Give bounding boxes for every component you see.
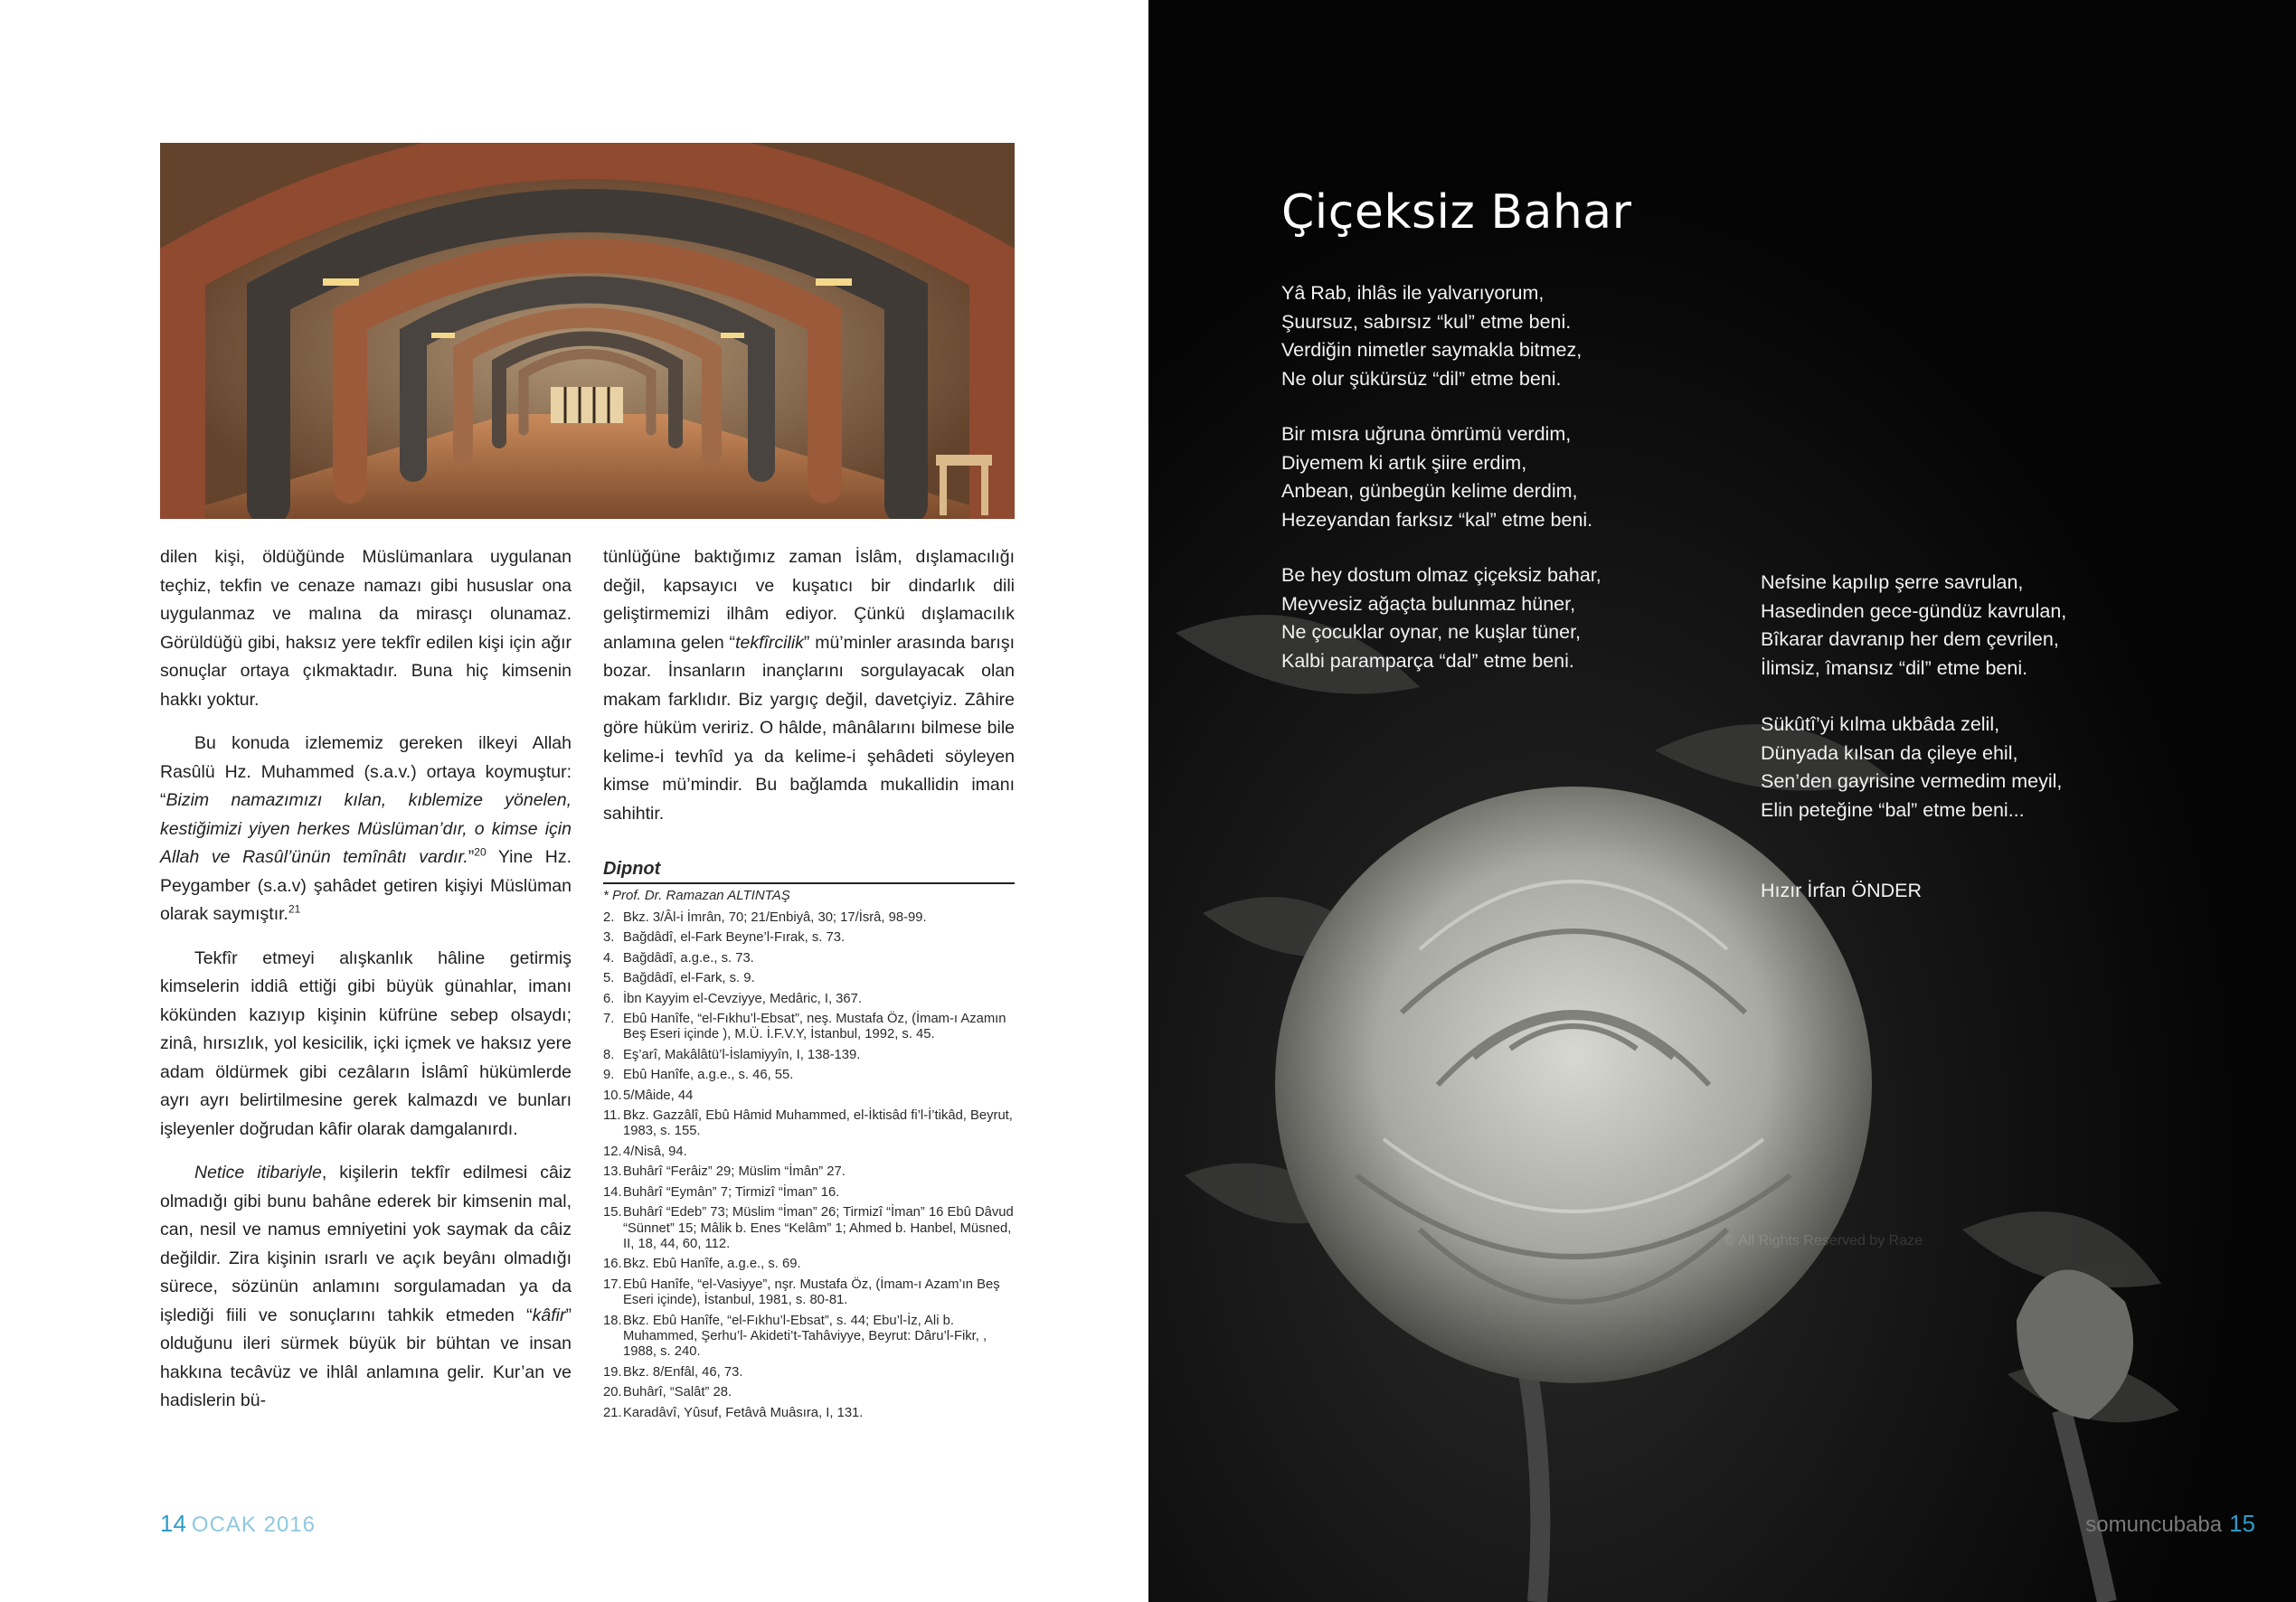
footnote-item: [603, 1164, 1015, 1180]
poem-stanza: [1281, 279, 1582, 393]
author-note: * Prof. Dr. Ramazan ALTINTAŞ: [603, 888, 790, 903]
footnote-text: Karadâvî, Yûsuf, Fetâvâ Muâsıra, I, 131.: [623, 1405, 864, 1420]
footnote-item: [603, 971, 1015, 986]
poem-line: Elin peteğine “bal” etme beni...: [1761, 798, 2025, 821]
footnote-number: 16.: [603, 1257, 622, 1272]
footnote-item: [603, 1068, 1015, 1083]
paragraph-text: Yine Hz. Peygamber (s.a.v) şahâdet getiren kişiyi Müslüman olarak saymıştır.: [160, 847, 572, 924]
footnote-item: [603, 910, 1015, 926]
footnote-item: [603, 1012, 1015, 1043]
footnote-text: Eş’arî, Makâlâtü’l-İslamiyyîn, I, 138-139.: [623, 1047, 861, 1062]
body-column-left: [160, 543, 572, 1416]
footnote-text: Bkz. Ebû Hanîfe, “el-Fıkhu’l-Ebsat”, s. 44; Ebu’l-İz, Ali b. Muhammed, Şerhu’l- Akideti’t-Tahâviyye, Beyrut: Dâru’l-Fikr, , 1988, s. 240.: [623, 1313, 987, 1360]
footnote-text: Bkz. 3/Âl-i İmrân, 70; 21/Enbiyâ, 30; 17/İsrâ, 98-99.: [623, 910, 927, 925]
footnote-number: 12.: [603, 1144, 622, 1159]
footnote-item: [603, 1048, 1015, 1063]
footnote-number: 18.: [603, 1313, 622, 1328]
footnotes: [603, 859, 1015, 1426]
footnote-number: 17.: [603, 1277, 622, 1292]
footnote-number: 10.: [603, 1088, 622, 1103]
poem-line: Bir mısra uğruna ömrümü verdim,: [1281, 423, 1572, 445]
footnote-number: 6.: [603, 991, 615, 1006]
poem-line: Anbean, günbegün kelime derdim,: [1281, 480, 1578, 502]
footnote-number: 11.: [603, 1108, 621, 1124]
footnote-text: Bağdâdî, el-Fark Beyne’l-Fırak, s. 73.: [623, 930, 846, 946]
poem-stanza: [1761, 569, 2066, 683]
footnote-number: 7.: [603, 1012, 615, 1027]
arcade-photo-illustration: [160, 143, 1015, 519]
footnote-list: [603, 910, 1015, 1421]
paragraph-text: tünlüğüne baktığımız zaman İslâm, dışlamacılığı değil, kapsayıcı ve kuşatıcı bir dindarlık dili geliştirmemizi ilhâm ediyor. Çünkü dışlamacılık anlamına gelen “: [603, 547, 1015, 653]
paragraph-text: ” mü’minler arasında barışı bozar. İnsanların inançlarını sorgulayacak olan makam farklıdır. Biz yargıç değil, davetçiyiz. Zâhire göre hüküm veririz. O hâlde, mânâlarını bilmese bile kelime-i tevhîd ya da kelime-i şehâdeti söyleyen kimse mü’mindir. Bu bağlamda mukallidin imanı sahihtir.: [603, 632, 1016, 824]
poem-line: Ne çocuklar oynar, ne kuşlar tüner,: [1281, 621, 1582, 643]
page-folio-right: [2085, 1510, 2255, 1538]
poem-line: Meyvesiz ağaçta bulunmaz hüner,: [1281, 592, 1576, 615]
paragraph: [160, 730, 572, 929]
issue-date: OCAK 2016: [191, 1512, 316, 1537]
magazine-brand: somuncubaba: [2085, 1512, 2223, 1537]
footnote-number: 14.: [603, 1184, 622, 1200]
poem-line: Ne olur şükürsüz “dil” etme beni.: [1281, 367, 1562, 390]
footnote-text: Ebû Hanîfe, “el-Vasiyye”, nşr. Mustafa Öz, (İmam-ı Azam’ın Beş Eseri içinde), İstanbul, 1981, s. 80-81.: [623, 1277, 1000, 1308]
paragraph: Tekfîr etmeyi alışkanlık hâline getirmiş kimselerin iddiâ ettiği gibi büyük günahlar, imanı kökünden kazıyıp kişinin küfrüne sebep olsaydı; zinâ, hırsızlık, yol kesicilik, içki içmek ve haksız yere adam öldürmek gibi cezâların İslâmî hükümlerde ayrı ayrı belirtilmesine gerek kalmazdı ve bunları işleyenler doğrudan kâfir olarak damgalanırdı.: [160, 947, 572, 1139]
poem-line: Kalbi paramparça “dal” etme beni.: [1281, 649, 1574, 672]
footnote-text: İbn Kayyim el-Cevziyye, Medâric, I, 367.: [623, 991, 862, 1006]
footnote-item: [603, 951, 1015, 966]
poem-line: Dünyada kılsan da çileye ehil,: [1761, 741, 2018, 764]
poem-line: Sen’den gayrisine vermedim meyil,: [1761, 770, 2063, 792]
page-number: 15: [2229, 1510, 2255, 1537]
poem-line: Şuursuz, sabırsız “kul” etme beni.: [1281, 310, 1572, 333]
emphasis: Netice itibariyle: [194, 1163, 322, 1183]
footnote-item: [603, 1108, 1015, 1140]
poet-name: Hızır İrfan ÖNDER: [1761, 880, 1922, 901]
footnote-text: Buhârî “Ferâiz” 29; Müslim “İmân” 27.: [623, 1164, 846, 1180]
footnotes-title: Dipnot: [603, 859, 1015, 884]
right-page: [1148, 0, 2296, 1602]
poem-stanza: [1281, 420, 1592, 534]
footnote-number: 21.: [603, 1405, 622, 1420]
footnote-number: 13.: [603, 1164, 622, 1180]
paragraph-text: Bu konuda izlememiz gereken ilkeyi Allah Rasûlü Hz. Muhammed (s.a.v.) ortaya koymuştur: “: [160, 733, 572, 810]
poem-line: Nefsine kapılıp şerre savrulan,: [1761, 571, 2024, 593]
footnote-number: 20.: [603, 1385, 622, 1400]
footnote-item: [603, 930, 1015, 946]
page-folio-left: [160, 1510, 316, 1538]
poem-stanza: [1761, 711, 2062, 825]
footnote-item: [603, 1277, 1015, 1309]
footnote-text: Bağdâdî, a.g.e., s. 73.: [623, 950, 754, 966]
footnote-number: 5.: [603, 971, 615, 986]
footnote-item: [603, 1365, 1015, 1381]
poem-line: Bîkarar davranıp her dem çevrilen,: [1761, 628, 2059, 650]
footnote-text: Bağdâdî, el-Fark, s. 9.: [623, 971, 755, 986]
footnote-number: 8.: [603, 1047, 615, 1062]
paragraph-text: ”: [468, 847, 475, 867]
poem-title: Çiçeksiz Bahar: [1281, 185, 1632, 240]
paragraph-text: , kişilerin tekfîr edilmesi câiz olmadığı gibi bunu bahâne ederek bir kimsenin mal, can, nesil ve namus emniyetini yok saymak da câiz değildir. Zira kişinin ısrarlı ve açık beyânı olmadığı sürece, sözünün anlamını sorgulamadan ya da işlediği fiili ve sonuçlarını tahkik etmeden “: [160, 1163, 572, 1325]
footnote-item: [603, 1257, 1015, 1272]
poem-line: Hasedinden gece-gündüz kavrulan,: [1761, 599, 2067, 622]
poem-line: Be hey dostum olmaz çiçeksiz bahar,: [1281, 564, 1602, 586]
footnote-text: Bkz. 8/Enfâl, 46, 73.: [623, 1364, 743, 1380]
body-column-middle: [603, 543, 1015, 828]
rose-illustration: [1148, 0, 2296, 1602]
footnote-text: Buhârî, “Salât” 28.: [623, 1385, 732, 1400]
footnote-text: 5/Mâide, 44: [623, 1088, 694, 1103]
footnote-text: Buhârî “Edeb” 73; Müslim “İman” 26; Tirmizî “İman” 16 Ebû Dâvud “Sünnet” 15; Mâlik b. Enes “Kelâm” 1; Ahmed b. Hanbel, Müsned, II, 18, 44, 60, 112.: [623, 1205, 1014, 1251]
emphasis: kâfir: [532, 1305, 566, 1325]
footnote-item: [603, 1314, 1015, 1361]
poem-line: Hezeyandan farksız “kal” etme beni.: [1281, 508, 1593, 531]
paragraph: [160, 1159, 572, 1416]
footnote-item: [603, 1406, 1015, 1421]
poem-stanza: [1281, 561, 1602, 675]
paragraph-text: ” olduğunu ileri sürmek büyük bir bühtan ve insan hakkına tecâvüz ve ihlâl anlamına gelir. Kur’an ve hadislerin bü-: [160, 1305, 572, 1410]
poem-line: İlimsiz, îmansız “dil” etme beni.: [1761, 656, 2028, 679]
footnote-text: 4/Nisâ, 94.: [623, 1144, 687, 1159]
footnote-item: [603, 1385, 1015, 1400]
paragraph: [603, 543, 1015, 828]
footnote-item: [603, 1088, 1015, 1104]
footnote-number: 4.: [603, 950, 615, 966]
footnote-item: [603, 1205, 1015, 1252]
footnote-number: 2.: [603, 910, 615, 925]
footnote-number: 9.: [603, 1068, 615, 1083]
poem-line: Diyemem ki artık şiire erdim,: [1281, 451, 1527, 474]
footnote-item: [603, 1145, 1015, 1160]
footnote-text: Ebû Hanîfe, “el-Fıkhu’l-Ebsat”, neş. Mustafa Öz, (İmam-ı Azamın Beş Eseri içinde ), M.Ü. İ.F.V.Y, İstanbul, 1992, s. 45.: [623, 1012, 1006, 1042]
footnote-item: [603, 1185, 1015, 1201]
footnote-ref: 21: [288, 902, 301, 916]
paragraph: dilen kişi, öldüğünde Müslümanlara uygulanan teçhiz, tekfin ve cenaze namazı gibi hususlar ona uygulanmaz ve malına da mirasçı olunamaz. Görüldüğü gibi, haksız yere tekfîr edilen kişi için ağır sonuçlar ortaya çıkmaktadır. Buna hiç kimsenin hakkı yoktur.: [160, 547, 572, 710]
footnote-number: 19.: [603, 1364, 622, 1380]
footnote-number: 3.: [603, 930, 615, 946]
poem-line: Sükûtî’yi kılma ukbâda zelil,: [1761, 713, 2000, 735]
emphasis: tekfîrcilik: [735, 632, 804, 653]
hadith-quote: Bizim namazımızı kılan, kıblemize yönelen, kestiğimizi yiyen herkes Müslüman’dır, o kimse için Allah ve Rasûl’ünün temînâtı vardır.: [160, 790, 572, 867]
footnote-text: Ebû Hanîfe, a.g.e., s. 46, 55.: [623, 1068, 794, 1083]
poem-line: Verdiğin nimetler saymakla bitmez,: [1281, 339, 1583, 361]
footnote-ref: 20: [474, 845, 487, 859]
footnote-number: 15.: [603, 1205, 622, 1220]
poem-line: Yâ Rab, ihlâs ile yalvarıyorum,: [1281, 282, 1545, 304]
footnote-item: [603, 992, 1015, 1007]
page-number: 14: [160, 1510, 186, 1537]
footnote-text: Buhârî “Eymân” 7; Tirmizî “İman” 16.: [623, 1184, 840, 1200]
footnote-text: Bkz. Ebû Hanîfe, a.g.e., s. 69.: [623, 1257, 801, 1272]
photo-watermark: © All Rights Reserved by Raze: [1724, 1233, 1923, 1249]
arcade-photo: [160, 143, 1015, 519]
footnote-text: Bkz. Gazzâlî, Ebû Hâmid Muhammed, el-İktisâd fi’l-İ’tikâd, Beyrut, 1983, s. 155.: [623, 1108, 1013, 1139]
